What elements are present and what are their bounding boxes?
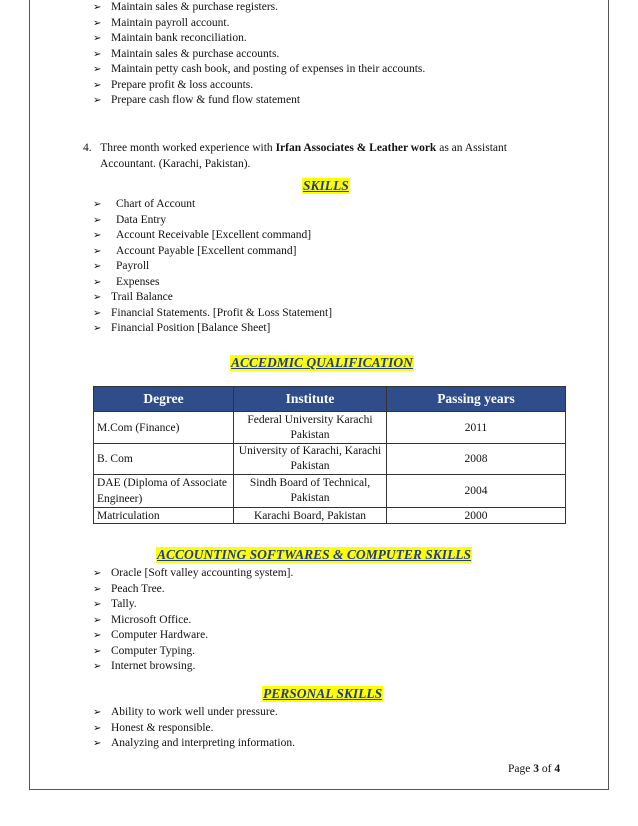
total-pages: 4: [554, 763, 561, 775]
list-item: ➢ Oracle [Soft valley accounting system].: [93, 566, 293, 582]
arrow-bullet-icon: ➢: [93, 245, 102, 257]
institute-cell: University of Karachi, Karachi Pakistan: [234, 444, 387, 475]
list-item: ➢ Ability to work well under pressure.: [93, 705, 295, 721]
personal-skills-heading: PERSONAL SKILLS: [263, 686, 383, 701]
skills-heading: SKILLS: [303, 178, 349, 193]
year-cell: 2000: [387, 508, 566, 524]
item-number: 4.: [83, 142, 92, 154]
list-item: ➢ Expenses: [93, 275, 332, 291]
arrow-bullet-icon: ➢: [93, 707, 102, 718]
list-item: ➢ Trail Balance: [93, 290, 332, 306]
software-list: [93, 566, 293, 675]
list-item: ➢ Analyzing and interpreting information.: [93, 736, 295, 752]
list-item: ➢ Prepare profit & loss accounts.: [93, 78, 425, 94]
institute-cell: Karachi Board, Pakistan: [234, 508, 387, 524]
table-header-row: [94, 387, 566, 412]
arrow-bullet-icon: ➢: [93, 722, 102, 734]
table-row: [94, 444, 566, 475]
company-name: Irfan Associates & Leather work: [275, 142, 437, 154]
current-page: 3: [533, 763, 539, 775]
experience-text: Three month worked experience with: [100, 142, 276, 154]
list-item: ➢ Peach Tree.: [93, 582, 293, 598]
list-item: ➢ Computer Typing.: [93, 644, 293, 660]
arrow-bullet-icon: ➢: [93, 645, 102, 657]
arrow-bullet-icon: ➢: [93, 2, 102, 13]
arrow-bullet-icon: ➢: [93, 199, 102, 210]
list-item: ➢ Tally.: [93, 597, 293, 613]
arrow-bullet-icon: ➢: [93, 599, 102, 610]
list-item: ➢ Computer Hardware.: [93, 628, 293, 644]
arrow-bullet-icon: ➢: [93, 738, 102, 749]
list-item: ➢ Payroll: [93, 259, 332, 275]
arrow-bullet-icon: ➢: [93, 307, 102, 319]
list-item: ➢ Account Receivable [Excellent command]: [93, 228, 332, 244]
experience-item-4: 4. Three month worked experience with Irfan Associates & Leather work as an Assistant Accountant. (Karachi, Pakistan).: [83, 142, 507, 170]
degree-cell: B. Com: [94, 444, 234, 475]
column-header-passing-years: Passing years: [387, 387, 566, 412]
column-header-institute: Institute: [234, 387, 387, 412]
personal-skills-list: [93, 705, 295, 752]
arrow-bullet-icon: ➢: [93, 323, 102, 334]
arrow-bullet-icon: ➢: [93, 95, 102, 106]
arrow-bullet-icon: ➢: [93, 661, 102, 672]
list-item: ➢ Financial Position [Balance Sheet]: [93, 321, 332, 337]
table-row: [94, 475, 566, 508]
arrow-bullet-icon: ➢: [93, 276, 102, 288]
list-item: ➢ Financial Statements. [Profit & Loss Statement]: [93, 306, 332, 322]
list-item: ➢ Maintain petty cash book, and posting of expenses in their accounts.: [93, 62, 425, 78]
degree-cell: DAE (Diploma of Associate Engineer): [94, 475, 234, 508]
table-row: [94, 508, 566, 524]
arrow-bullet-icon: ➢: [93, 33, 102, 44]
experience-duties-list: [93, 0, 425, 109]
arrow-bullet-icon: ➢: [93, 261, 102, 272]
institute-cell: Sindh Board of Technical, Pakistan: [234, 475, 387, 508]
list-item: ➢ Maintain sales & purchase accounts.: [93, 47, 425, 63]
qualification-table: [93, 386, 566, 524]
arrow-bullet-icon: ➢: [93, 630, 102, 641]
list-item: ➢ Honest & responsible.: [93, 721, 295, 737]
degree-cell: Matriculation: [94, 508, 234, 524]
arrow-bullet-icon: ➢: [93, 230, 102, 241]
list-item: ➢ Maintain payroll account.: [93, 16, 425, 32]
list-item: ➢ Prepare cash flow & fund flow statement: [93, 93, 425, 109]
list-item: ➢ Data Entry: [93, 213, 332, 229]
experience-line-2: Accountant. (Karachi, Pakistan).: [100, 158, 251, 170]
page-number: Page 3 of 4: [508, 763, 561, 775]
arrow-bullet-icon: ➢: [93, 568, 102, 579]
list-item: ➢ Internet browsing.: [93, 659, 293, 675]
skills-list: [93, 197, 332, 337]
arrow-bullet-icon: ➢: [93, 64, 102, 75]
list-item: ➢ Account Payable [Excellent command]: [93, 244, 332, 260]
degree-cell: M.Com (Finance): [94, 412, 234, 444]
arrow-bullet-icon: ➢: [93, 79, 102, 91]
software-heading: ACCOUNTING SOFTWARES & COMPUTER SKILLS: [157, 547, 472, 562]
arrow-bullet-icon: ➢: [93, 48, 102, 60]
arrow-bullet-icon: ➢: [93, 17, 102, 29]
list-item: ➢ Maintain sales & purchase registers.: [93, 0, 425, 16]
list-item: ➢ Chart of Account: [93, 197, 332, 213]
year-cell: 2011: [387, 412, 566, 444]
year-cell: 2008: [387, 444, 566, 475]
list-item: ➢ Microsoft Office.: [93, 613, 293, 629]
arrow-bullet-icon: ➢: [93, 614, 102, 626]
qualification-heading: ACCEDMIC QUALIFICATION: [231, 355, 413, 370]
arrow-bullet-icon: ➢: [93, 214, 102, 226]
column-header-degree: Degree: [94, 387, 234, 412]
year-cell: 2004: [387, 475, 566, 508]
institute-cell: Federal University Karachi Pakistan: [234, 412, 387, 444]
arrow-bullet-icon: ➢: [93, 583, 102, 595]
arrow-bullet-icon: ➢: [93, 292, 102, 303]
list-item: ➢ Maintain bank reconciliation.: [93, 31, 425, 47]
table-row: [94, 412, 566, 444]
